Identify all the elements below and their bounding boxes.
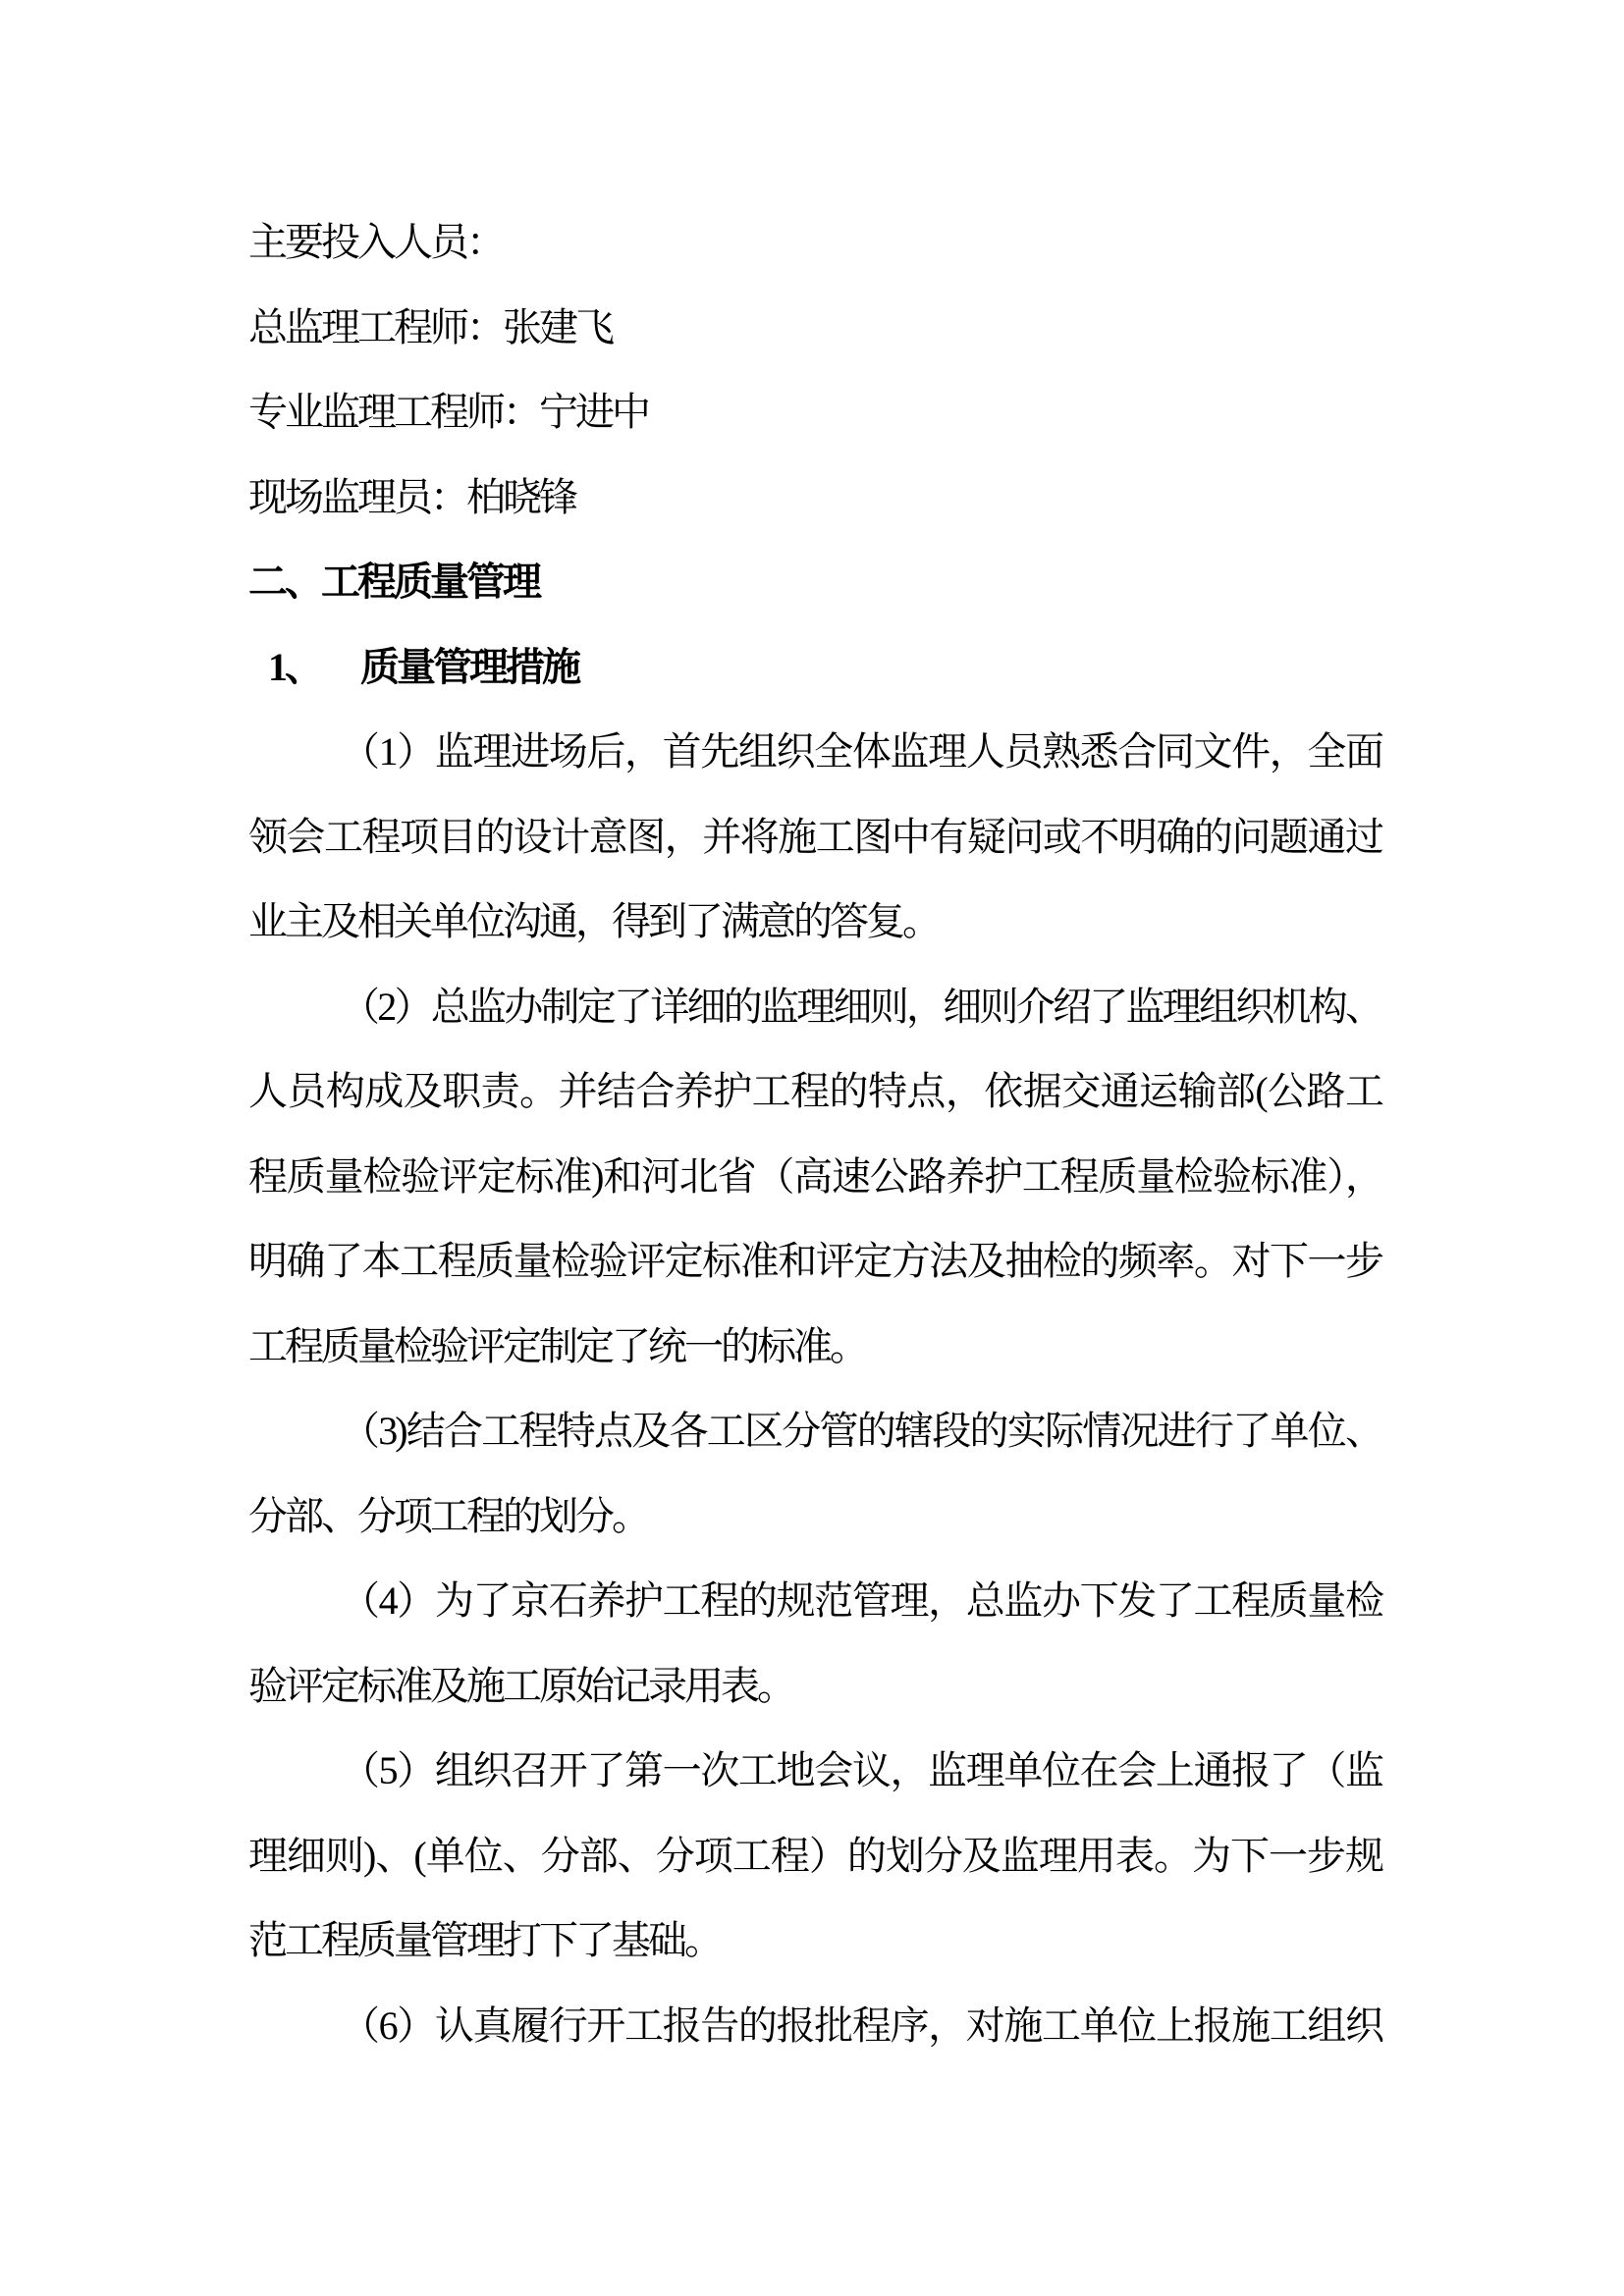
paragraph-line: 人员构成及职责。并结合养护工程的特点，依据交通运输部(公路工 [248, 1069, 1381, 1113]
section-heading-quality-management: 二、工程质量管理 [248, 560, 539, 604]
paragraph-line: （1）监理进场后，首先组织全体监理人员熟悉合同文件，全面 [341, 729, 1381, 774]
subsection-title: 质量管理措施 [360, 644, 578, 689]
paragraph-line: 分部、分项工程的划分。 [248, 1493, 648, 1538]
paragraph-line: （4）为了京石养护工程的规范管理，总监办下发了工程质量检 [341, 1578, 1381, 1623]
line-professional-supervising-engineer: 专业监理工程师：宁进中 [248, 390, 648, 434]
paragraph-line: （6）认真履行开工报告的报批程序，对施工单位上报施工组织 [341, 2002, 1381, 2048]
paragraph-line: 理细则)、(单位、分部、分项工程）的划分及监理用表。为下一步规 [248, 1833, 1381, 1878]
paragraph-line: 程质量检验评定标准)和河北省（高速公路养护工程质量检验标准）， [248, 1153, 1381, 1199]
paragraph-line: 领会工程项目的设计意图，并将施工图中有疑问或不明确的问题通过 [248, 814, 1381, 859]
paragraph-line: 明确了本工程质量检验评定标准和评定方法及抽检的频率。对下一步 [248, 1239, 1381, 1283]
page-content [248, 200, 1381, 2068]
subsection-heading-quality-measures [248, 625, 1381, 711]
line-site-supervisor: 现场监理员：柏晓锋 [248, 474, 575, 519]
paragraph-line: 范工程质量管理打下了基础。 [248, 1918, 721, 1962]
paragraph-line: 验评定标准及施工原始记录用表。 [248, 1663, 793, 1708]
line-chief-supervising-engineer: 总监理工程师：张建飞 [248, 304, 612, 349]
list-number: 1、 [268, 644, 321, 689]
paragraph-line: 工程质量检验评定制定了统一的标准。 [248, 1323, 866, 1368]
paragraph-line: 业主及相关单位沟通，得到了满意的答复。 [248, 899, 939, 943]
paragraph-line: （3)结合工程特点及各工区分管的辖段的实际情况进行了单位、 [341, 1409, 1381, 1453]
paragraph-line: （2）总监办制定了详细的监理细则，细则介绍了监理组织机构、 [341, 984, 1381, 1029]
line-main-personnel-label: 主要投入人员： [248, 220, 503, 264]
paragraph-line: （5）组织召开了第一次工地会议，监理单位在会上通报了（监 [341, 1748, 1381, 1792]
